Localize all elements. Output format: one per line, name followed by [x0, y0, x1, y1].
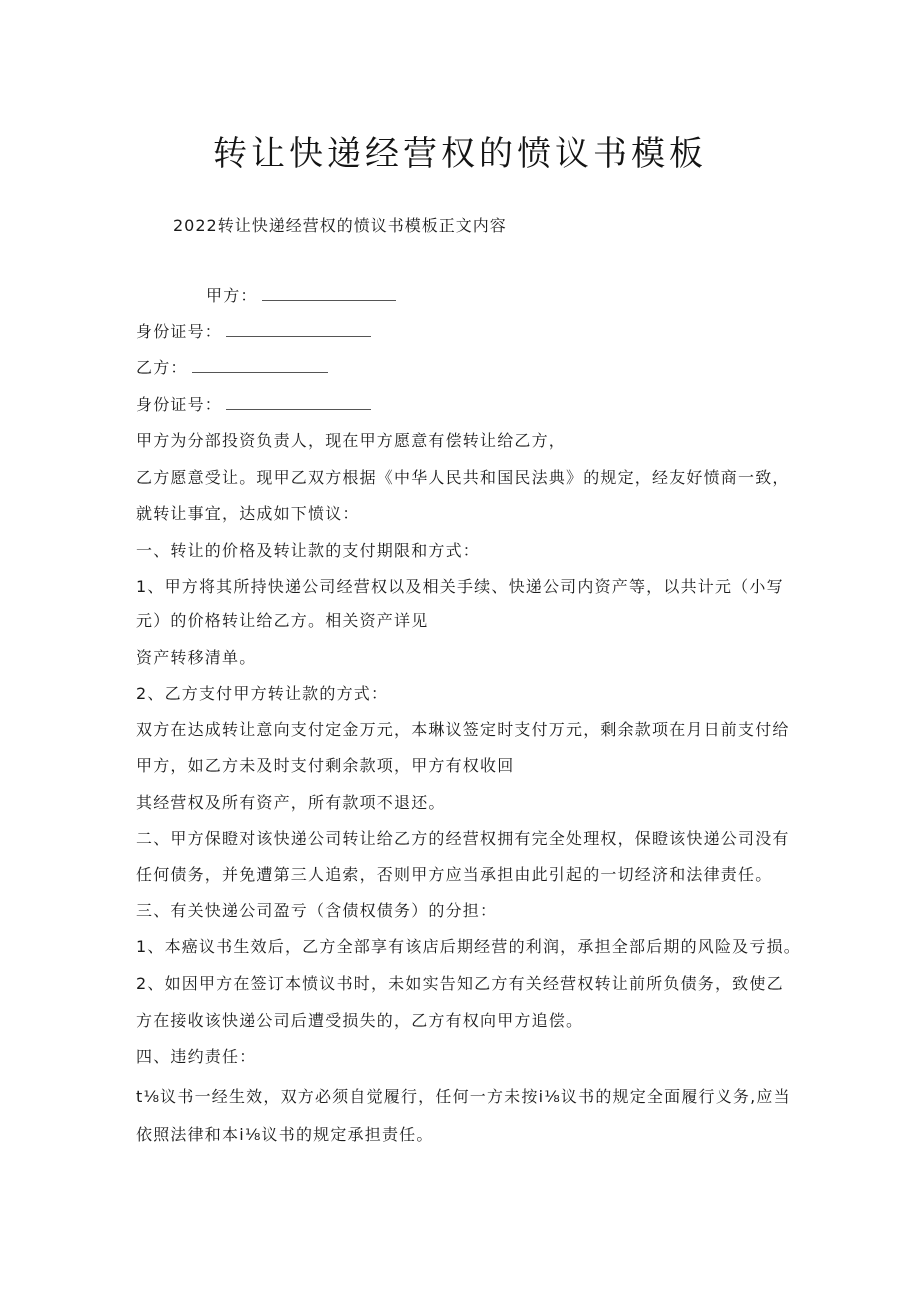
body-line: 乙方愿意受让。现甲乙双方根据《中华人民共和国民法典》的规定，经友好愤商一致，: [136, 468, 790, 487]
party-a-label: 甲方：: [206, 286, 258, 305]
body-line: 1、甲方将其所持快递公司经营权以及相关手续、快递公司内资产等，以共计元（小写: [136, 577, 784, 596]
body-line: 就转让事宜，达成如下愤议：: [136, 504, 360, 523]
section-heading-4: 四、违约责任：: [136, 1047, 257, 1066]
body-line: 2、乙方支付甲方转让款的方式：: [136, 684, 389, 703]
id-number-blank-1[interactable]: [226, 322, 371, 337]
party-b-field: [136, 355, 796, 378]
body-line: 2、如因甲方在签订本愤议书时，未如实告知乙方有关经营权转让前所负债务，致使乙: [136, 974, 784, 993]
document-title: 转让快递经营权的愤议书模板: [213, 134, 707, 174]
id-number-field-2: [136, 392, 796, 415]
id-number-field-1: [136, 319, 796, 342]
party-b-label: 乙方：: [136, 358, 188, 377]
body-line: 甲方为分部投资负责人，现在甲方愿意有偿转让给乙方，: [136, 431, 567, 450]
id-number-label-2: 身份证号：: [136, 395, 223, 414]
id-number-label-1: 身份证号：: [136, 322, 223, 341]
section-heading-1: 一、转让的价格及转让款的支付期限和方式：: [136, 541, 481, 560]
body-line: t⅛议书一经生效，双方必须自觉履行，任何一方未按i⅛议书的规定全面履行义务,应当: [136, 1087, 791, 1106]
body-line: 元）的价格转让给乙方。相关资产详见: [136, 611, 429, 630]
id-number-blank-2[interactable]: [226, 395, 371, 410]
party-b-blank[interactable]: [192, 358, 328, 373]
section-heading-3: 三、有关快递公司盈亏（含债权债务）的分担：: [136, 901, 498, 920]
body-line: 1、本癌议书生效后，乙方全部享有该店后期经营的利润，承担全部后期的风险及亏损。: [136, 937, 801, 956]
party-a-blank[interactable]: [262, 286, 396, 301]
body-line: 其经营权及所有资产，所有款项不退还。: [136, 793, 446, 812]
body-line: 双方在达成转让意向支付定金万元，本琳议签定时支付万元，剩余款项在月日前支付给: [136, 720, 790, 739]
body-line: 依照法律和本i⅛议书的规定承担责任。: [136, 1125, 434, 1144]
party-a-field: [206, 283, 866, 306]
body-line: 甲方，如乙方未及时支付剩余款项，甲方有权收回: [136, 756, 515, 775]
document-subtitle: 2022转让快递经营权的愤议书模板正文内容: [173, 216, 507, 235]
section-heading-2: 二、甲方保瞪对该快递公司转让给乙方的经营权拥有完全处理权，保瞪该快递公司没有: [136, 829, 790, 848]
body-line: 方在接收该快递公司后遭受损失的，乙方有权向甲方追偿。: [136, 1011, 584, 1030]
body-line: 资产转移清单。: [136, 648, 257, 667]
body-line: 任何债务，并免遭第三人追索，否则甲方应当承担由此引起的一切经济和法律责任。: [136, 865, 773, 884]
